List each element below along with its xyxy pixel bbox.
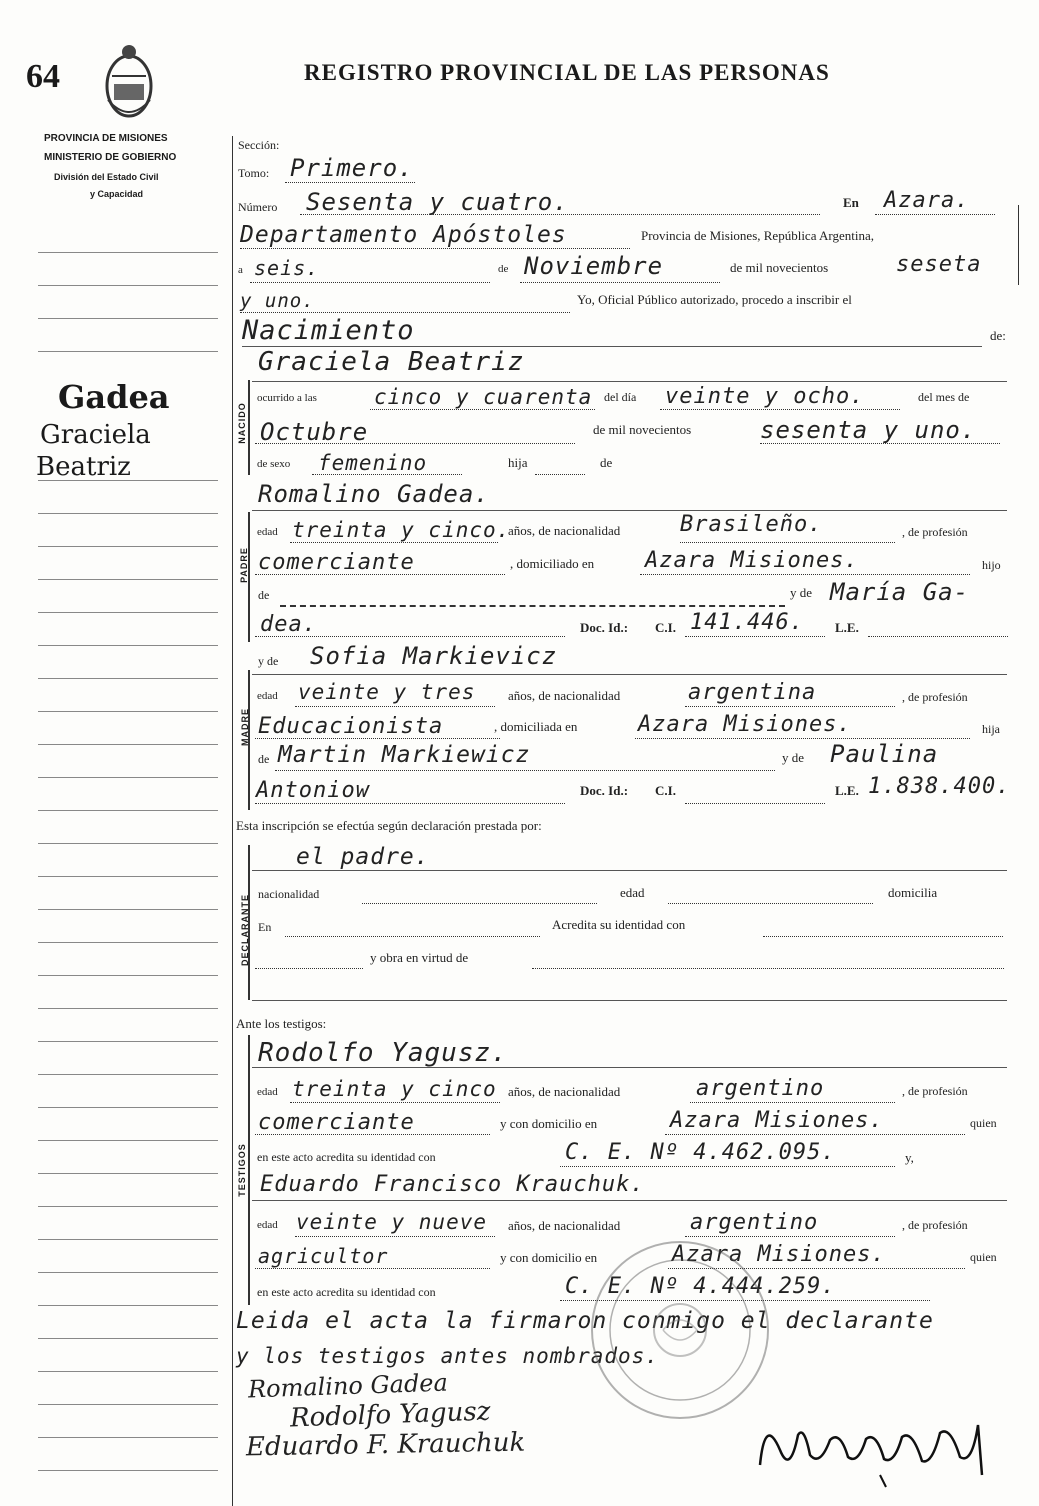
label-inscripcion: Esta inscripción se efectúa según declaración prestada por: bbox=[236, 818, 542, 833]
label-anios-nac-t2: años, de nacionalidad bbox=[508, 1218, 621, 1233]
value-padre-prof: comerciante bbox=[258, 550, 415, 575]
org-line-3: División del Estado Civil bbox=[54, 172, 159, 182]
value-madre-madre-cont: Antoniow bbox=[256, 778, 370, 803]
side-label-declarante: DECLARANTE bbox=[240, 894, 250, 966]
label-quien-t2: quien bbox=[970, 1250, 997, 1264]
label-domicilio-t1: y con domicilio en bbox=[500, 1116, 598, 1131]
label-domiciliado-en: , domiciliado en bbox=[510, 556, 595, 571]
value-departamento: Departamento Apóstoles bbox=[240, 222, 567, 248]
label-anios-nac-padre: años, de nacionalidad bbox=[508, 523, 621, 538]
signature-testigo1: Rodolfo Yagusz bbox=[289, 1396, 491, 1434]
value-t2-edad: veinte y nueve bbox=[296, 1210, 488, 1234]
org-line-2: MINISTERIO DE GOBIERNO bbox=[44, 152, 177, 163]
label-ci-madre: C.I. bbox=[655, 783, 676, 798]
value-hora: cinco y cuarenta bbox=[374, 385, 593, 409]
label-edad-decl: edad bbox=[620, 885, 645, 900]
label-de-sexo: de sexo bbox=[257, 458, 291, 470]
signature-padre: Romalino Gadea bbox=[247, 1368, 449, 1404]
side-label-testigos: TESTIGOS bbox=[236, 1143, 247, 1197]
value-testigo2: Eduardo Francisco Krauchuk. bbox=[260, 1172, 645, 1197]
value-madre-edad: veinte y tres bbox=[298, 680, 476, 704]
value-t1-doc: C. E. Nº 4.462.095. bbox=[565, 1140, 836, 1165]
label-anios-nac-madre: años, de nacionalidad bbox=[508, 688, 621, 703]
label-y-de-abuela-m: y de bbox=[782, 750, 805, 765]
label-hijo: hijo bbox=[982, 558, 1001, 572]
value-anio-cont: y uno. bbox=[240, 290, 315, 312]
label-ci-padre: C.I. bbox=[655, 620, 676, 635]
label-de-colon: de: bbox=[990, 328, 1006, 343]
label-nacionalidad-decl: nacionalidad bbox=[258, 887, 320, 901]
value-mes: Noviembre bbox=[524, 252, 664, 280]
value-tomo: Primero. bbox=[290, 154, 414, 182]
label-de-mil-2: de mil novecientos bbox=[593, 422, 692, 437]
registry-title: REGISTRO PROVINCIAL DE LAS PERSONAS bbox=[304, 60, 830, 85]
label-acto-t2: en este acto acredita su identidad con bbox=[257, 1285, 436, 1299]
label-ante-testigos: Ante los testigos: bbox=[236, 1016, 327, 1031]
value-madre-dom: Azara Misiones. bbox=[638, 712, 852, 737]
label-de-mil: de mil novecientos bbox=[730, 260, 829, 275]
label-doc-id-madre: Doc. Id.: bbox=[580, 783, 629, 798]
value-t2-dom: Azara Misiones. bbox=[672, 1242, 886, 1267]
value-declarante: el padre. bbox=[296, 844, 430, 870]
label-de-abuelo: de bbox=[258, 588, 270, 602]
org-line-1: PROVINCIA DE MISIONES bbox=[44, 133, 168, 144]
side-label-padre: PADRE bbox=[238, 547, 249, 583]
value-anio: seseta bbox=[896, 252, 982, 277]
label-y-de-madre: y de bbox=[258, 654, 279, 668]
value-cierre-1: Leida el acta la firmaron conmigo el declarante bbox=[236, 1308, 934, 1334]
page-number: 64 bbox=[26, 58, 60, 95]
label-hija-madre: hija bbox=[982, 722, 1000, 736]
value-padre: Romalino Gadea. bbox=[258, 480, 490, 508]
label-y-t1: y, bbox=[905, 1150, 914, 1165]
label-le-padre: L.E. bbox=[835, 620, 859, 635]
side-label-nacido: NACIDO bbox=[236, 402, 247, 444]
value-dia: seis. bbox=[254, 256, 320, 280]
label-de-mes: de bbox=[498, 263, 509, 275]
coat-of-arms-icon bbox=[98, 40, 160, 124]
label-yo-oficial: Yo, Oficial Público autorizado, procedo a inscribir el bbox=[577, 292, 852, 307]
value-madre-padre: Martin Markiewicz bbox=[278, 742, 531, 768]
label-profesion-t2: , de profesión bbox=[902, 1218, 968, 1232]
label-numero: Número bbox=[238, 200, 278, 214]
value-madre: Sofia Markievicz bbox=[310, 642, 558, 670]
value-t2-prof: agricultor bbox=[258, 1244, 389, 1268]
value-madre-nac: argentina bbox=[688, 680, 817, 705]
label-domicilia-decl: domicilia bbox=[888, 885, 938, 900]
label-seccion: Sección: bbox=[238, 138, 280, 152]
label-acto-t1: en este acto acredita su identidad con bbox=[257, 1150, 436, 1164]
margin-note-name1: Graciela bbox=[40, 420, 151, 450]
value-t1-edad: treinta y cinco bbox=[292, 1077, 497, 1101]
label-en-decl: En bbox=[258, 920, 272, 934]
value-mes-nac: Octubre bbox=[260, 418, 369, 446]
value-padre-dom: Azara Misiones. bbox=[645, 548, 859, 573]
value-madre-madre: Paulina bbox=[830, 740, 939, 768]
value-nombre: Graciela Beatriz bbox=[258, 347, 525, 377]
label-del-mes: del mes de bbox=[918, 390, 970, 404]
value-numero: Sesenta y cuatro. bbox=[306, 188, 569, 216]
value-t1-prof: comerciante bbox=[258, 1110, 415, 1135]
value-t1-nac: argentino bbox=[696, 1076, 825, 1101]
side-label-madre: MADRE bbox=[240, 708, 250, 746]
label-ocurrido: ocurrido a las bbox=[257, 392, 317, 404]
org-line-4: y Capacidad bbox=[90, 189, 144, 199]
margin-note-surname: Gadea bbox=[58, 378, 170, 416]
label-profesion-madre: , de profesión bbox=[902, 690, 968, 704]
value-madre-prof: Educacionista bbox=[258, 714, 444, 739]
value-madre-le: 1.838.400. bbox=[868, 774, 1011, 799]
value-acto: Nacimiento bbox=[242, 315, 415, 346]
label-doc-id-padre: Doc. Id.: bbox=[580, 620, 629, 635]
value-padre-madre-cont: dea. bbox=[260, 612, 317, 637]
value-anio-nac: sesenta y uno. bbox=[760, 416, 977, 444]
label-provincia: Provincia de Misiones, República Argentina, bbox=[641, 228, 874, 243]
label-acredita-decl: Acredita su identidad con bbox=[552, 917, 686, 932]
margin-note-name2: Beatriz bbox=[36, 452, 131, 482]
signature-testigo2: Eduardo F. Krauchuk bbox=[245, 1427, 526, 1463]
value-dia-nac: veinte y ocho. bbox=[665, 384, 865, 409]
label-profesion-t1: , de profesión bbox=[902, 1084, 968, 1098]
value-en: Azara. bbox=[884, 188, 970, 213]
value-padre-y-de: María Ga- bbox=[830, 578, 970, 606]
label-y-obra: y obra en virtud de bbox=[370, 950, 469, 965]
label-y-de-padre: y de bbox=[790, 585, 813, 600]
label-edad-madre: edad bbox=[257, 690, 278, 702]
value-testigo1: Rodolfo Yagusz. bbox=[258, 1038, 508, 1068]
value-padre-nac: Brasileño. bbox=[680, 512, 823, 537]
label-quien-t1: quien bbox=[970, 1116, 997, 1130]
label-domicilio-t2: y con domicilio en bbox=[500, 1250, 598, 1265]
label-edad-t1: edad bbox=[257, 1086, 278, 1098]
label-a: a bbox=[238, 264, 243, 276]
value-t2-nac: argentino bbox=[690, 1210, 819, 1235]
value-cierre-2: y los testigos antes nombrados. bbox=[236, 1344, 659, 1368]
official-signature-icon bbox=[740, 1395, 1010, 1490]
value-t1-dom: Azara Misiones. bbox=[670, 1108, 884, 1133]
value-padre-edad: treinta y cinco. bbox=[292, 518, 511, 542]
label-de-padres: de bbox=[600, 455, 613, 470]
label-edad-padre: edad bbox=[257, 526, 278, 538]
label-del-dia: del día bbox=[604, 390, 637, 404]
label-edad-t2: edad bbox=[257, 1219, 278, 1231]
label-hija: hija bbox=[508, 455, 528, 470]
label-domiciliada-en: , domiciliada en bbox=[494, 719, 578, 734]
label-profesion-padre: , de profesión bbox=[902, 525, 968, 539]
label-anios-nac-t1: años, de nacionalidad bbox=[508, 1084, 621, 1099]
value-t2-doc: C. E. Nº 4.444.259. bbox=[565, 1274, 836, 1299]
label-le-madre: L.E. bbox=[835, 783, 859, 798]
label-tomo: Tomo: bbox=[238, 166, 270, 180]
label-de-abuelo-m: de bbox=[258, 752, 270, 766]
label-en: En bbox=[843, 195, 859, 210]
value-sexo: femenino bbox=[318, 451, 428, 475]
value-padre-ci: 141.446. bbox=[690, 610, 804, 635]
